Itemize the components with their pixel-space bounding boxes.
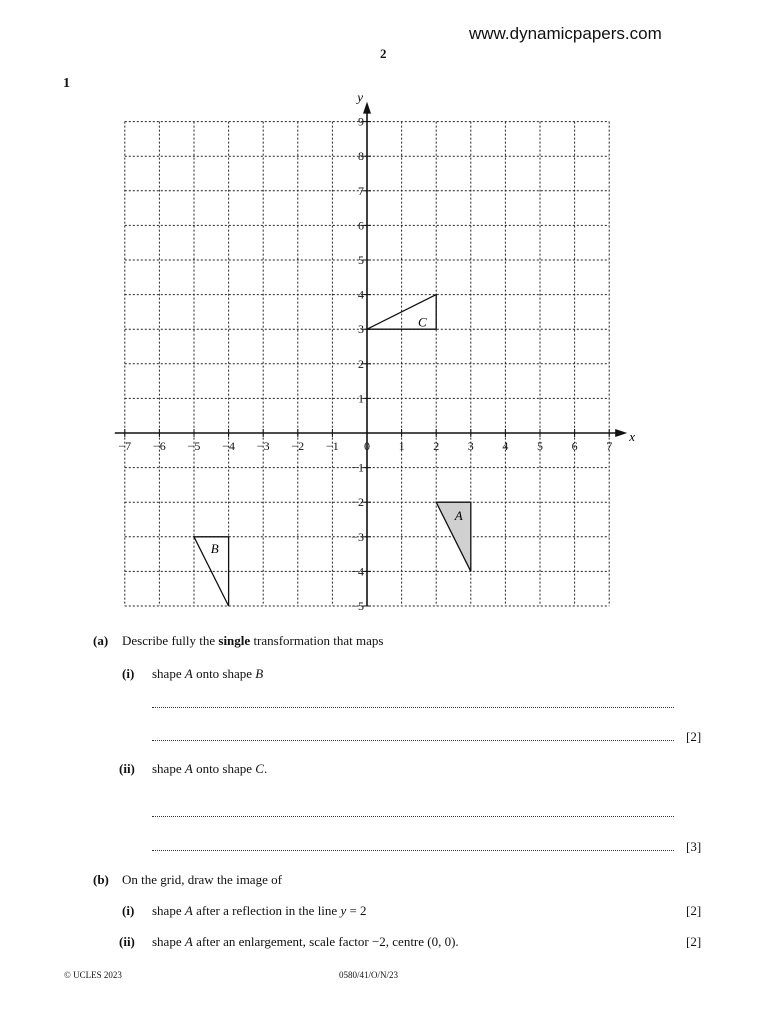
answer-line[interactable] xyxy=(152,707,674,708)
x-tick-label: −4 xyxy=(222,439,235,453)
x-tick-label: −3 xyxy=(256,439,270,453)
y-tick-label: 1 xyxy=(358,391,364,406)
part-b-i-label: (i) xyxy=(122,903,135,918)
part-a-i-label: (i) xyxy=(122,666,135,681)
part-b-i-text: shape A after a reflection in the line y = 2 xyxy=(152,903,367,918)
x-tick-label: −1 xyxy=(326,439,339,453)
marks-b-ii: [2] xyxy=(686,934,702,949)
y-tick-label: 6 xyxy=(358,218,364,233)
x-tick-label: −6 xyxy=(153,439,166,453)
answer-line[interactable] xyxy=(152,816,674,817)
y-axis-arrow xyxy=(363,102,371,114)
marks-a-i: [2] xyxy=(686,729,702,744)
x-tick-label: 1 xyxy=(398,439,405,453)
x-tick-label: −5 xyxy=(187,439,201,453)
part-a-label: (a) xyxy=(93,633,109,648)
x-tick-label: 0 xyxy=(364,439,370,453)
part-a-ii-label: (ii) xyxy=(119,761,135,776)
answer-line[interactable] xyxy=(152,740,674,741)
footer-copyright: © UCLES 2023 xyxy=(64,970,122,980)
y-tick-label: −3 xyxy=(351,529,364,544)
x-tick-label: 2 xyxy=(433,439,440,453)
x-axis-arrow xyxy=(615,429,627,437)
x-tick-label: 3 xyxy=(467,439,474,453)
part-b-ii-label: (ii) xyxy=(119,934,135,949)
shape-label-b: B xyxy=(210,540,219,556)
y-tick-label: 5 xyxy=(358,253,364,267)
x-tick-label: −7 xyxy=(118,439,132,453)
part-b-label: (b) xyxy=(93,872,109,887)
part-a-text: Describe fully the single transformation that maps xyxy=(122,633,384,648)
y-tick-label: −2 xyxy=(351,495,364,510)
part-a-ii-text: shape A onto shape C. xyxy=(152,761,268,776)
footer-code: 0580/41/O/N/23 xyxy=(339,970,399,980)
y-tick-label: −5 xyxy=(351,599,364,613)
page-number: 2 xyxy=(380,46,387,61)
y-tick-label: 8 xyxy=(358,149,364,164)
y-tick-label: 7 xyxy=(358,183,364,198)
part-b-ii-text: shape A after an enlargement, scale factor −2, centre (0, 0). xyxy=(152,934,459,949)
y-tick-label: 2 xyxy=(358,356,364,371)
x-tick-label: 7 xyxy=(606,439,613,453)
marks-b-i: [2] xyxy=(686,903,702,918)
y-tick-label: 3 xyxy=(358,322,364,337)
part-b-text: On the grid, draw the image of xyxy=(122,872,282,887)
x-tick-label: 6 xyxy=(571,439,578,453)
marks-a-ii: [3] xyxy=(686,839,702,854)
shape-label-c: C xyxy=(418,314,427,330)
y-tick-label: −1 xyxy=(351,460,364,475)
x-axis-label: x xyxy=(629,429,635,444)
x-tick-label: 5 xyxy=(537,439,543,453)
y-axis-label: y xyxy=(357,89,363,105)
shape-label-a: A xyxy=(454,508,463,524)
x-tick-label: −2 xyxy=(291,439,305,453)
y-tick-label: −4 xyxy=(351,564,364,579)
part-a-i-text: shape A onto shape B xyxy=(152,666,264,681)
website-url: www.dynamicpapers.com xyxy=(469,24,662,43)
answer-line[interactable] xyxy=(152,850,674,851)
y-tick-label: 9 xyxy=(358,114,364,129)
x-tick-label: 4 xyxy=(502,439,509,453)
y-tick-label: 4 xyxy=(358,287,364,302)
question-number: 1 xyxy=(63,76,70,91)
